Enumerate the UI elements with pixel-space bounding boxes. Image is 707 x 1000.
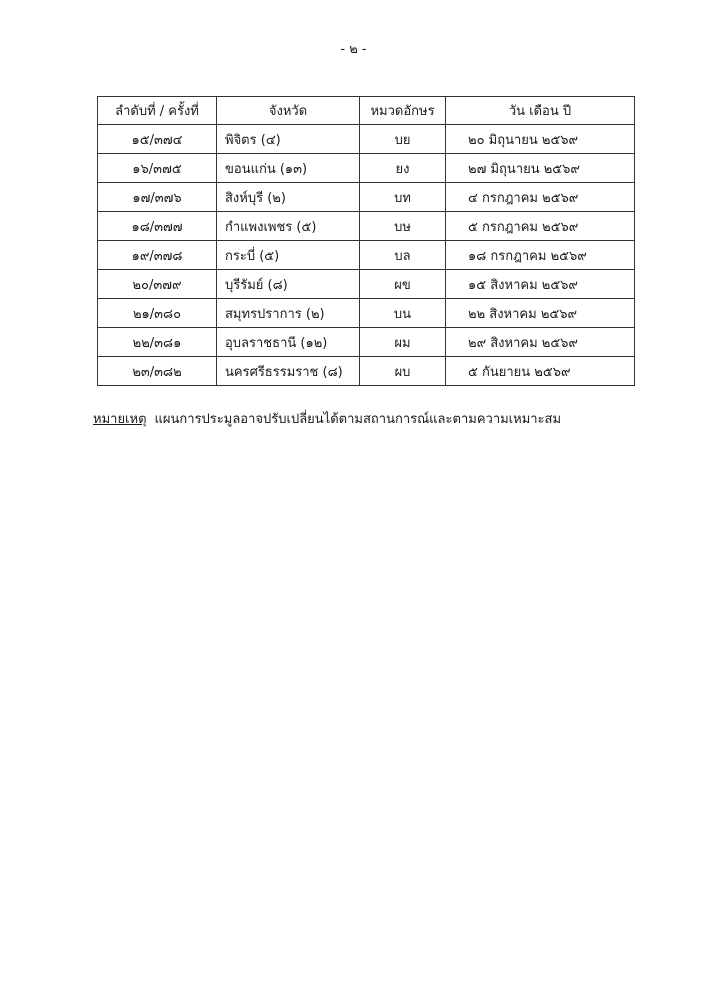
remark-text: แผนการประมูลอาจปรับเปลี่ยนได้ตามสถานการณ์และตามความเหมาะสม [154, 412, 562, 427]
header-date: วัน เดือน ปี [446, 97, 635, 125]
sequence-cell: ๒๐/๓๗๙ [98, 270, 217, 299]
table-row [98, 183, 635, 212]
province-cell: นครศรีธรรมราช (๘) [217, 357, 360, 386]
date-cell: ๔ กรกฎาคม ๒๕๖๙ [446, 183, 635, 212]
province-cell: สิงห์บุรี (๒) [217, 183, 360, 212]
code-cell: บษ [360, 212, 446, 241]
date-cell: ๕ กันยายน ๒๕๖๙ [446, 357, 635, 386]
code-cell: ผข [360, 270, 446, 299]
date-cell: ๑๕ สิงหาคม ๒๕๖๙ [446, 270, 635, 299]
sequence-cell: ๑๗/๓๗๖ [98, 183, 217, 212]
header-code: หมวดอักษร [360, 97, 446, 125]
sequence-cell: ๑๖/๓๗๕ [98, 154, 217, 183]
table-row [98, 357, 635, 386]
province-cell: บุรีรัมย์ (๘) [217, 270, 360, 299]
sequence-cell: ๒๑/๓๘๐ [98, 299, 217, 328]
date-cell: ๒๙ สิงหาคม ๒๕๖๙ [446, 328, 635, 357]
date-cell: ๑๘ กรกฎาคม ๒๕๖๙ [446, 241, 635, 270]
sequence-cell: ๒๓/๓๘๒ [98, 357, 217, 386]
page-number: - ๒ - [340, 42, 367, 57]
province-cell: สมุทรปราการ (๒) [217, 299, 360, 328]
province-cell: กำแพงเพชร (๕) [217, 212, 360, 241]
date-cell: ๒๗ มิถุนายน ๒๕๖๙ [446, 154, 635, 183]
header-sequence: ลำดับที่ / ครั้งที่ [98, 97, 217, 125]
remark-label: หมายเหตุ [93, 412, 147, 427]
table-row [98, 241, 635, 270]
code-cell: บย [360, 125, 446, 154]
remark-note [93, 408, 561, 429]
table-row [98, 154, 635, 183]
date-cell: ๒๐ มิถุนายน ๒๕๖๙ [446, 125, 635, 154]
sequence-cell: ๑๕/๓๗๔ [98, 125, 217, 154]
table-row [98, 212, 635, 241]
province-cell: ขอนแก่น (๑๓) [217, 154, 360, 183]
table-row [98, 125, 635, 154]
table-row [98, 299, 635, 328]
code-cell: ผบ [360, 357, 446, 386]
table-header-row [98, 97, 635, 125]
sequence-cell: ๑๘/๓๗๗ [98, 212, 217, 241]
header-province: จังหวัด [217, 97, 360, 125]
province-cell: กระบี่ (๕) [217, 241, 360, 270]
auction-schedule-table [97, 96, 635, 386]
date-cell: ๒๒ สิงหาคม ๒๕๖๙ [446, 299, 635, 328]
province-cell: อุบลราชธานี (๑๒) [217, 328, 360, 357]
code-cell: บท [360, 183, 446, 212]
sequence-cell: ๒๒/๓๘๑ [98, 328, 217, 357]
code-cell: บล [360, 241, 446, 270]
code-cell: บน [360, 299, 446, 328]
table-row [98, 328, 635, 357]
table-row [98, 270, 635, 299]
code-cell: ผม [360, 328, 446, 357]
sequence-cell: ๑๙/๓๗๘ [98, 241, 217, 270]
province-cell: พิจิตร (๔) [217, 125, 360, 154]
code-cell: ยง [360, 154, 446, 183]
date-cell: ๕ กรกฎาคม ๒๕๖๙ [446, 212, 635, 241]
